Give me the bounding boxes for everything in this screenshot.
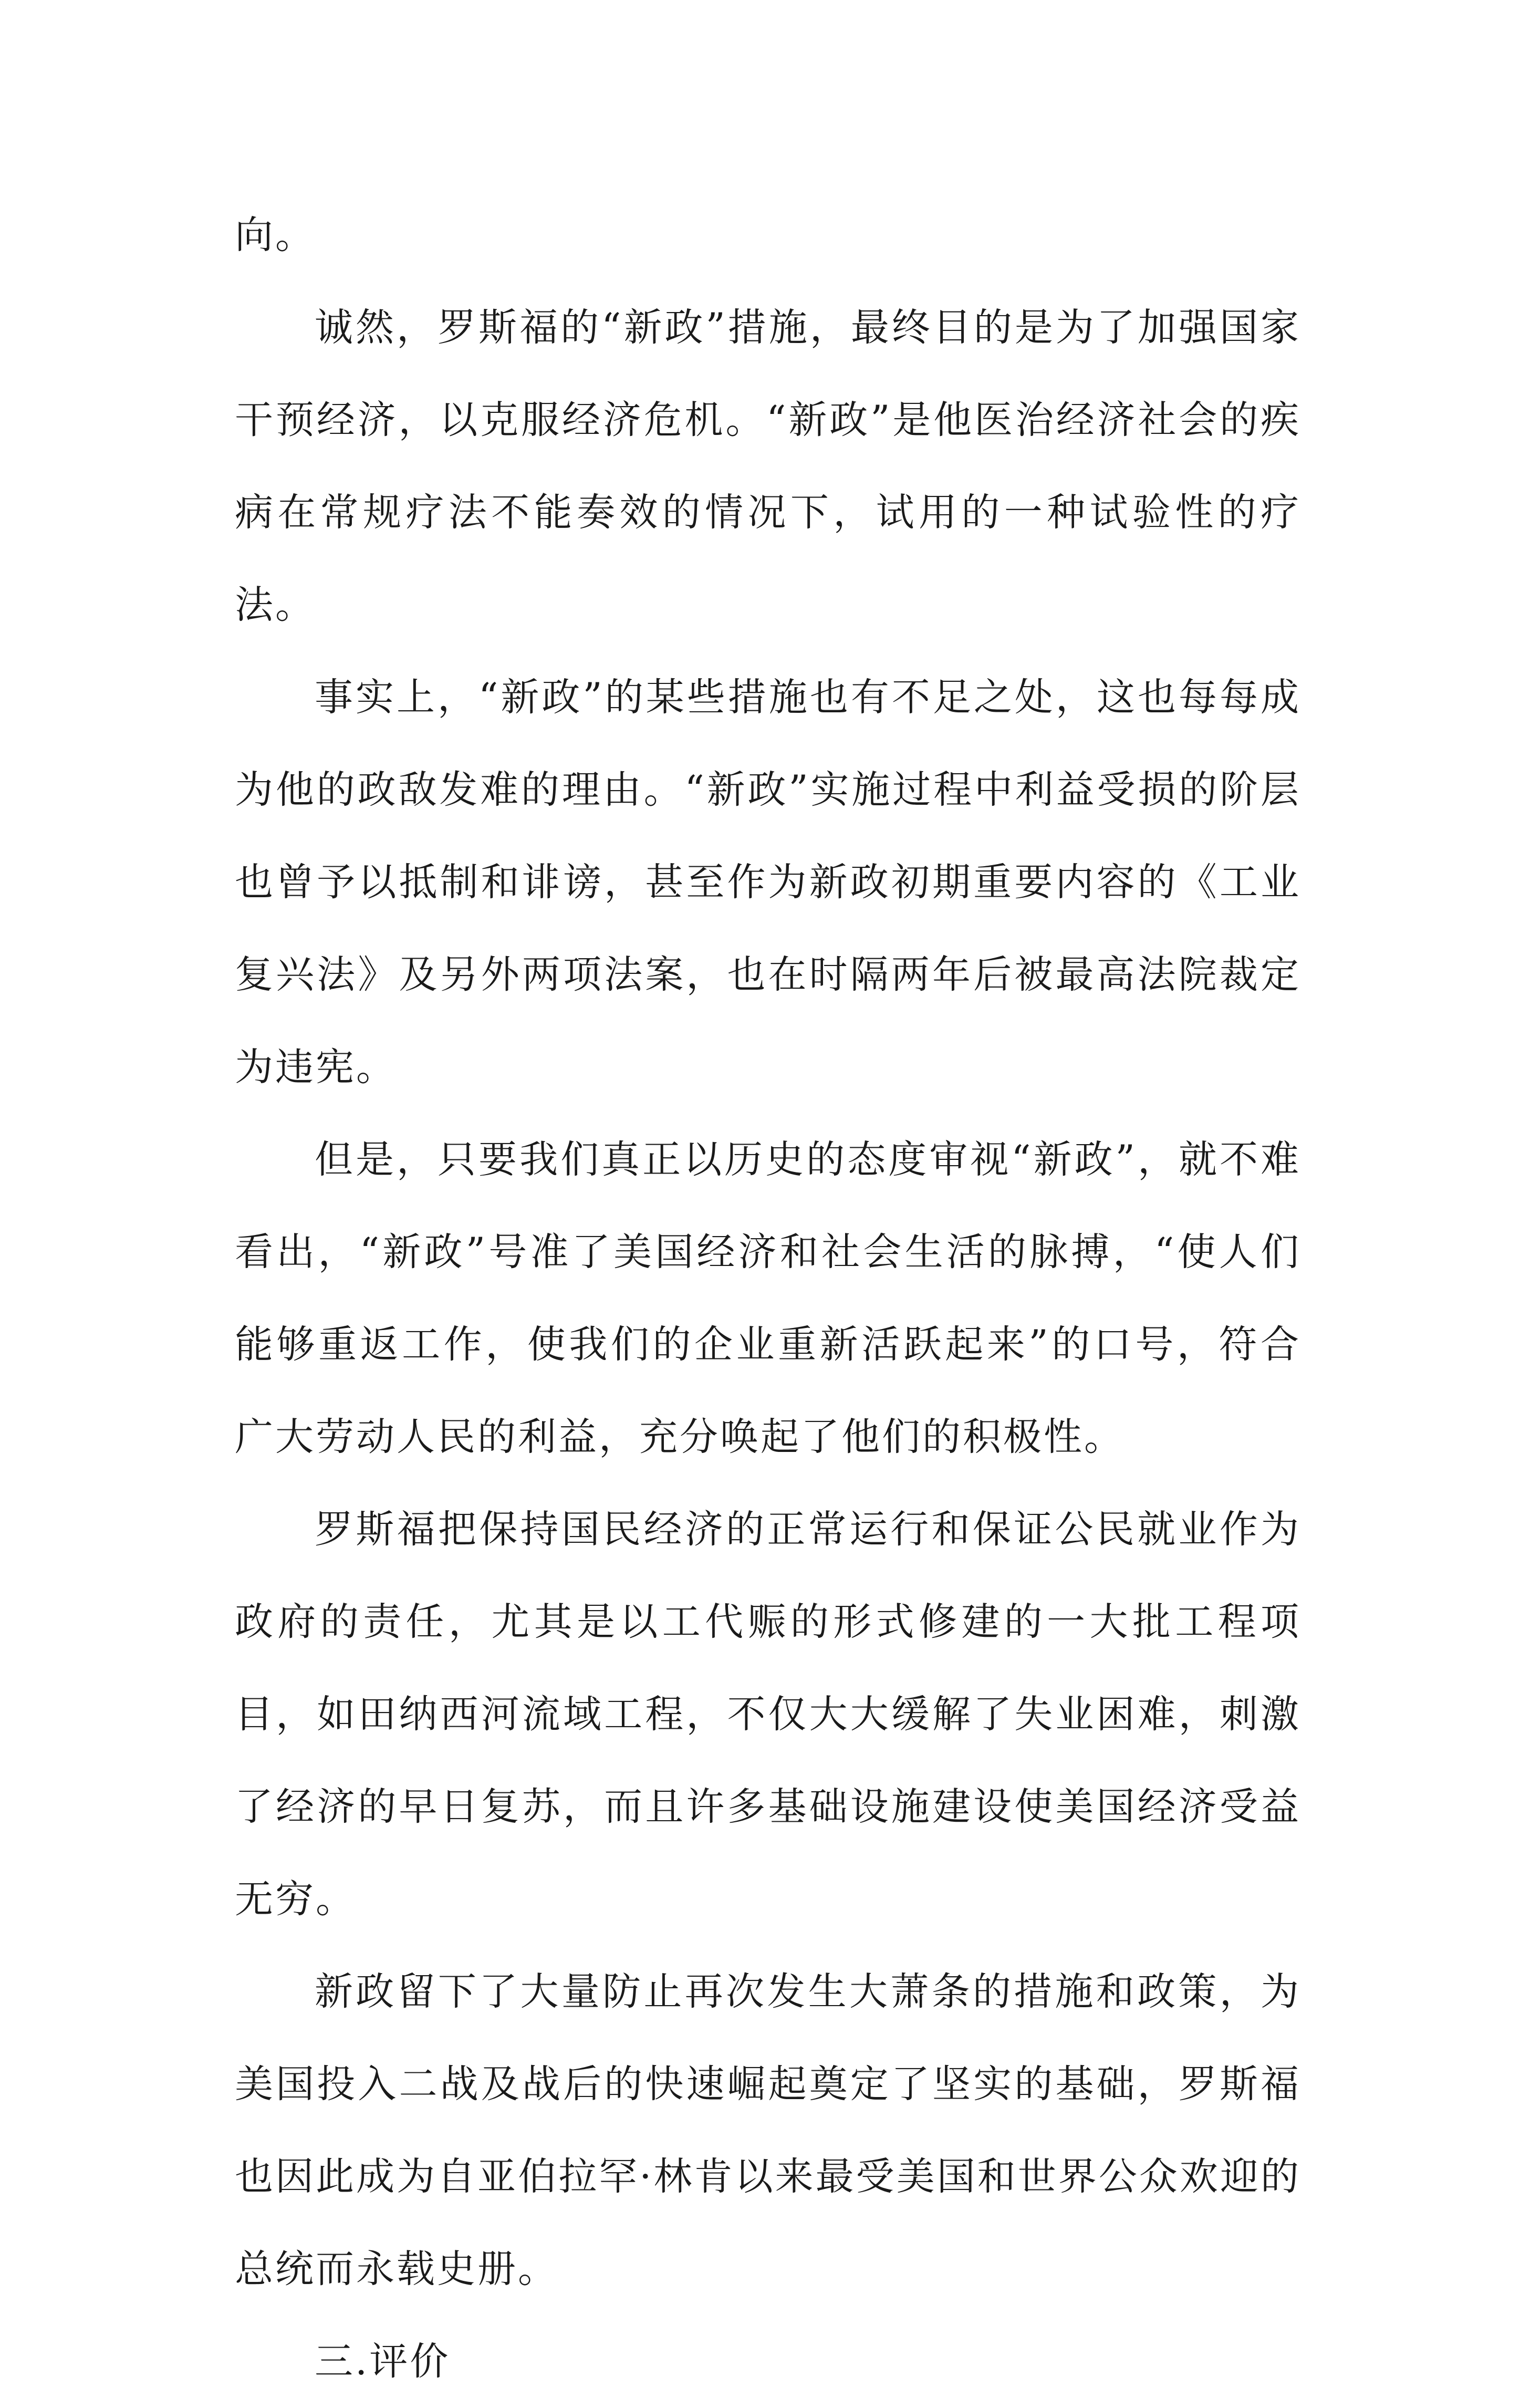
section-heading-evaluation: 三.评价	[315, 2339, 451, 2384]
paragraph-new-deal-shortcomings: 事实上，“新政”的某些措施也有不足之处，这也每每成为他的政敌发难的理由。“新政”实施过程中利益受损的阶层也曾予以抵制和诽谤，甚至作为新政初期重要内容的《工业复兴法》及另外两项法案，也在时隔两年后被最高法院裁定为违宪。	[235, 675, 1301, 1089]
paragraph-new-deal-purpose: 诚然，罗斯福的“新政”措施，最终目的是为了加强国家干预经济，以克服经济危机。“新政”是他医治经济社会的疾病在常规疗法不能奏效的情况下，试用的一种试验性的疗法。	[235, 305, 1301, 627]
paragraph-continuation: 向。	[235, 213, 316, 257]
paragraph-new-deal-legacy: 新政留下了大量防止再次发生大萧条的措施和政策，为美国投入二战及战后的快速崛起奠定了坚实的基础，罗斯福也因此成为自亚伯拉罕·林肯以来最受美国和世界公众欢迎的总统而永载史册。	[235, 1969, 1301, 2291]
paragraph-new-deal-historical-view: 但是，只要我们真正以历史的态度审视“新政”，就不难看出，“新政”号准了美国经济和社会生活的脉搏，“使人们能够重返工作，使我们的企业重新活跃起来”的口号，符合广大劳动人民的利益，充分唤起了他们的积极性。	[235, 1137, 1301, 1459]
document-body	[235, 189, 1301, 2408]
paragraph-government-responsibility: 罗斯福把保持国民经济的正常运行和保证公民就业作为政府的责任，尤其是以工代赈的形式修建的一大批工程项目，如田纳西河流域工程，不仅大大缓解了失业困难，刺激了经济的早日复苏，而且许多基础设施建设使美国经济受益无穷。	[235, 1507, 1301, 1922]
